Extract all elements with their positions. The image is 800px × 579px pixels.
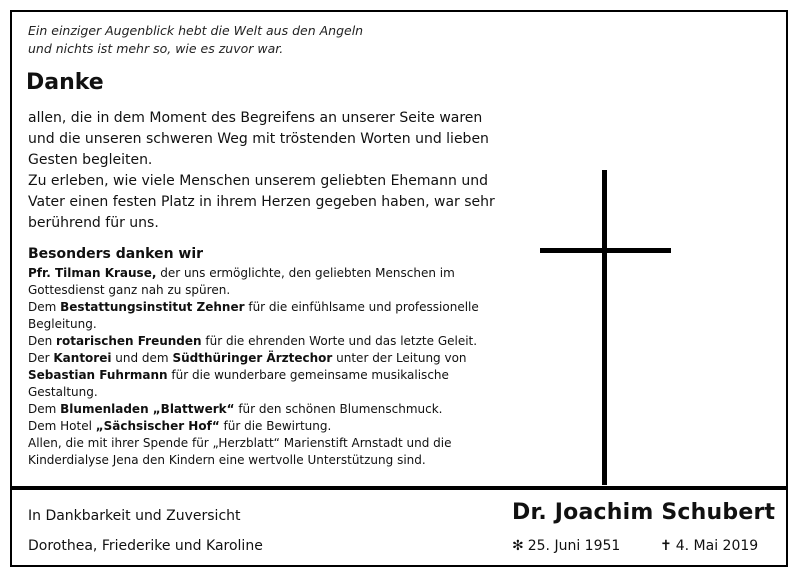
thanks-line bbox=[28, 333, 498, 350]
thanks-bold: Bestattungsinstitut Zehner bbox=[60, 300, 245, 314]
thanks-bold: rotarischen Freunden bbox=[56, 334, 202, 348]
cross-icon-horizontal bbox=[540, 248, 671, 253]
cross-icon-vertical bbox=[602, 170, 607, 485]
thanks-line bbox=[28, 299, 498, 316]
thanks-bold: „Sächsischer Hof“ bbox=[95, 419, 220, 433]
thanks-bold: Kantorei bbox=[53, 351, 112, 365]
opening-quote bbox=[28, 22, 363, 58]
birth-date bbox=[512, 538, 620, 554]
special-thanks-list bbox=[28, 265, 498, 469]
deceased-name: Dr. Joachim Schubert bbox=[512, 500, 776, 525]
birth-date-text: 25. Juni 1951 bbox=[527, 538, 621, 554]
paragraph-line: Zu erleben, wie viele Menschen unserem geliebten Ehemann und bbox=[28, 173, 488, 189]
thanks-text: für den schönen Blumenschmuck. bbox=[234, 402, 443, 416]
special-thanks-heading: Besonders danken wir bbox=[28, 246, 204, 262]
paragraph-line: Vater einen festen Platz in ihrem Herzen gegeben haben, war sehr bbox=[28, 194, 495, 210]
thanks-text: Dem bbox=[28, 402, 61, 416]
thanks-text: Den bbox=[28, 334, 57, 348]
paragraph-line: und die unseren schweren Weg mit tröstenden Worten und lieben bbox=[28, 131, 489, 147]
thanks-line: Gestaltung. bbox=[28, 385, 98, 399]
thanks-paragraph bbox=[28, 108, 498, 234]
signature-names: Dorothea, Friederike und Karoline bbox=[28, 538, 263, 554]
thanks-text: Dem Hotel bbox=[28, 419, 96, 433]
death-date-text: 4. Mai 2019 bbox=[675, 538, 759, 554]
death-date bbox=[660, 538, 758, 554]
thanks-text: der uns ermöglichte, den geliebten Menschen im bbox=[156, 266, 455, 280]
thanks-line bbox=[28, 265, 498, 282]
thanks-text: Dem bbox=[28, 300, 61, 314]
signature-line: In Dankbarkeit und Zuversicht bbox=[28, 508, 241, 524]
thanks-text: für die einfühlsame und professionelle bbox=[244, 300, 479, 314]
death-cross-icon: ✝ bbox=[660, 538, 672, 554]
thanks-bold: Pfr. Tilman Krause, bbox=[28, 266, 157, 280]
thanks-line bbox=[28, 401, 498, 418]
thanks-text: für die Bewirtung. bbox=[219, 419, 332, 433]
thanks-line: Begleitung. bbox=[28, 317, 97, 331]
thanks-bold: Südthüringer Ärztechor bbox=[172, 351, 333, 365]
page-title: Danke bbox=[26, 70, 104, 95]
thanks-line bbox=[28, 418, 498, 435]
birth-star-icon: ✻ bbox=[512, 538, 524, 554]
paragraph-line: allen, die in dem Moment des Begreifens an unserer Seite waren bbox=[28, 110, 483, 126]
thanks-line: Kinderdialyse Jena den Kindern eine wertvolle Unterstützung sind. bbox=[28, 453, 426, 467]
quote-line: und nichts ist mehr so, wie es zuvor war. bbox=[28, 41, 284, 56]
thanks-text: Der bbox=[28, 351, 54, 365]
thanks-line bbox=[28, 367, 498, 384]
thanks-text: für die wunderbare gemeinsame musikalische bbox=[167, 368, 449, 382]
thanks-text: unter der Leitung von bbox=[332, 351, 467, 365]
thanks-text: und dem bbox=[111, 351, 173, 365]
thanks-bold: Blumenladen „Blattwerk“ bbox=[60, 402, 235, 416]
divider bbox=[10, 486, 788, 490]
thanks-bold: Sebastian Fuhrmann bbox=[28, 368, 168, 382]
quote-line: Ein einziger Augenblick hebt die Welt aus den Angeln bbox=[28, 23, 364, 38]
paragraph-line: berührend für uns. bbox=[28, 215, 159, 231]
thanks-line bbox=[28, 350, 498, 367]
paragraph-line: Gesten begleiten. bbox=[28, 152, 153, 168]
thanks-line: Allen, die mit ihrer Spende für „Herzblatt“ Marienstift Arnstadt und die bbox=[28, 436, 452, 450]
thanks-text: für die ehrenden Worte und das letzte Geleit. bbox=[201, 334, 478, 348]
thanks-line: Gottesdienst ganz nah zu spüren. bbox=[28, 283, 231, 297]
